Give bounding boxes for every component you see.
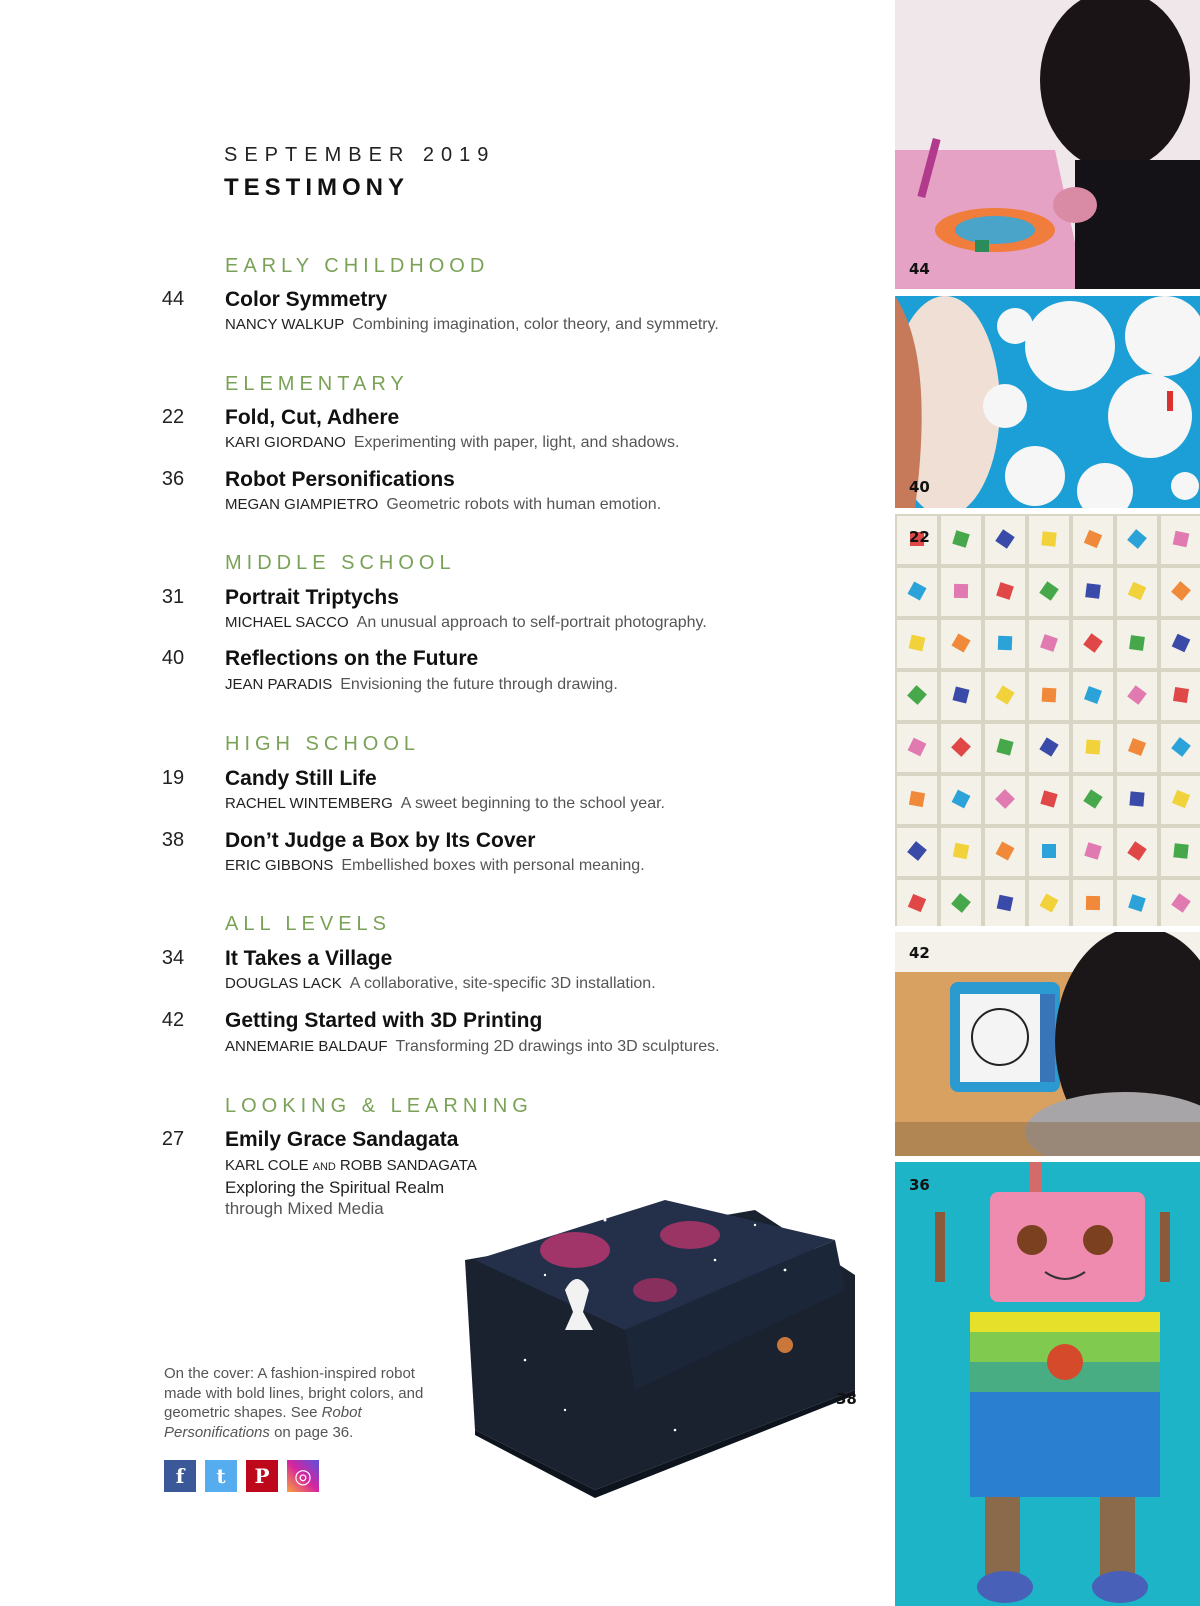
- article-description: Combining imagination, color theory, and symmetry.: [352, 316, 719, 333]
- article-page-number[interactable]: 27: [161, 1128, 185, 1150]
- photo-page-label: 38: [836, 1390, 857, 1408]
- article-page-number[interactable]: 36: [161, 468, 185, 490]
- twitter-icon[interactable]: [205, 1460, 237, 1492]
- article-byline: [225, 1038, 720, 1056]
- reflections-drawing-photo: [895, 296, 1200, 508]
- section-heading: ALL LEVELS: [225, 913, 392, 935]
- article-title[interactable]: Robot Personifications: [225, 468, 455, 491]
- article-description: Envisioning the future through drawing.: [340, 676, 618, 693]
- robot-artwork-photo: [895, 1162, 1200, 1606]
- article-page-number[interactable]: 22: [161, 406, 185, 428]
- pinterest-icon[interactable]: [246, 1460, 278, 1492]
- article-page-number[interactable]: 19: [161, 767, 185, 789]
- cover-caption-article[interactable]: Robot Personifications: [164, 1404, 362, 1441]
- article-description: Geometric robots with human emotion.: [386, 496, 662, 513]
- article-description: A collaborative, site-specific 3D installation.: [349, 975, 656, 992]
- section-heading: LOOKING & LEARNING: [225, 1095, 533, 1117]
- photo-page-label: 22: [909, 528, 930, 546]
- article-title[interactable]: It Takes a Village: [225, 947, 393, 970]
- cover-caption-suffix: on page 36.: [274, 1423, 354, 1441]
- article-author: ROBB SANDAGATA: [339, 1157, 477, 1174]
- article-byline: [225, 316, 719, 334]
- instagram-icon[interactable]: [287, 1460, 319, 1492]
- twitter-glyph: t: [216, 1464, 226, 1488]
- article-byline: [225, 434, 679, 452]
- article-byline: [225, 1157, 485, 1175]
- section-heading: HIGH SCHOOL: [225, 733, 421, 755]
- article-byline: [225, 496, 661, 514]
- article-byline: [225, 975, 656, 993]
- article-byline: [225, 676, 618, 694]
- article-description: Experimenting with paper, light, and shadows.: [353, 434, 680, 451]
- article-author: ERIC GIBBONS: [225, 857, 334, 874]
- article-author: NANCY WALKUP: [225, 316, 345, 333]
- article-title[interactable]: Reflections on the Future: [225, 647, 479, 670]
- article-description: An unusual approach to self-portrait photography.: [356, 614, 707, 631]
- article-author: KARI GIORDANO: [225, 434, 346, 451]
- article-title[interactable]: Color Symmetry: [225, 288, 388, 311]
- article-description: A sweet beginning to the school year.: [400, 795, 665, 812]
- photo-strip: [895, 0, 1200, 1606]
- article-title[interactable]: Fold, Cut, Adhere: [225, 406, 400, 429]
- issue-date: SEPTEMBER 2019: [224, 144, 496, 166]
- article-title[interactable]: Emily Grace Sandagata: [225, 1128, 459, 1151]
- article-author: RACHEL WINTEMBERG: [225, 795, 393, 812]
- article-byline: [225, 614, 707, 632]
- facebook-glyph: f: [175, 1464, 185, 1488]
- article-page-number[interactable]: 40: [161, 647, 185, 669]
- facebook-icon[interactable]: [164, 1460, 196, 1492]
- article-byline: [225, 795, 665, 813]
- article-author: DOUGLAS LACK: [225, 975, 342, 992]
- article-title[interactable]: Getting Started with 3D Printing: [225, 1009, 543, 1032]
- article-description: Embellished boxes with personal meaning.: [341, 857, 645, 874]
- section-heading: ELEMENTARY: [225, 373, 409, 395]
- article-author: KARL COLE: [225, 1157, 309, 1174]
- photo-page-label: 44: [909, 260, 930, 278]
- photo-page-label: 42: [909, 944, 930, 962]
- section-heading: EARLY CHILDHOOD: [225, 255, 490, 277]
- photo-page-label: 40: [909, 478, 930, 496]
- instagram-glyph: ◎: [294, 1464, 312, 1488]
- cover-caption: [164, 1364, 434, 1442]
- color-symmetry-photo: [895, 0, 1200, 289]
- article-title[interactable]: Candy Still Life: [225, 767, 377, 790]
- pinterest-glyph: P: [254, 1464, 270, 1488]
- article-author: ANNEMARIE BALDAUF: [225, 1038, 388, 1055]
- article-description: Exploring the Spiritual Realm: [225, 1178, 445, 1197]
- 3d-printing-photo: [895, 932, 1200, 1156]
- article-description: through Mixed Media: [225, 1199, 384, 1218]
- article-byline: [225, 857, 645, 875]
- article-page-number[interactable]: 42: [161, 1009, 185, 1031]
- article-author: MICHAEL SACCO: [225, 614, 349, 631]
- fold-cut-adhere-photo: [895, 514, 1200, 926]
- article-page-number[interactable]: 38: [161, 829, 185, 851]
- article-author: JEAN PARADIS: [225, 676, 333, 693]
- article-author: MEGAN GIAMPIETRO: [225, 496, 379, 513]
- author-joiner: AND: [312, 1161, 336, 1173]
- article-page-number[interactable]: 34: [161, 947, 185, 969]
- article-title[interactable]: Portrait Triptychs: [225, 586, 399, 609]
- decorated-box-photo: [455, 1180, 885, 1520]
- social-links: [164, 1460, 319, 1492]
- article-page-number[interactable]: 31: [161, 586, 185, 608]
- article-title[interactable]: Don’t Judge a Box by Its Cover: [225, 829, 536, 852]
- article-page-number[interactable]: 44: [161, 288, 185, 310]
- section-heading: MIDDLE SCHOOL: [225, 552, 456, 574]
- photo-page-label: 36: [909, 1176, 930, 1194]
- article-description: Transforming 2D drawings into 3D sculptures.: [395, 1038, 720, 1055]
- cover-caption-text: On the cover: A fashion-inspired robot made with bold lines, bright colors, and geometric shapes. See: [164, 1365, 424, 1421]
- issue-title: TESTIMONY: [224, 174, 410, 201]
